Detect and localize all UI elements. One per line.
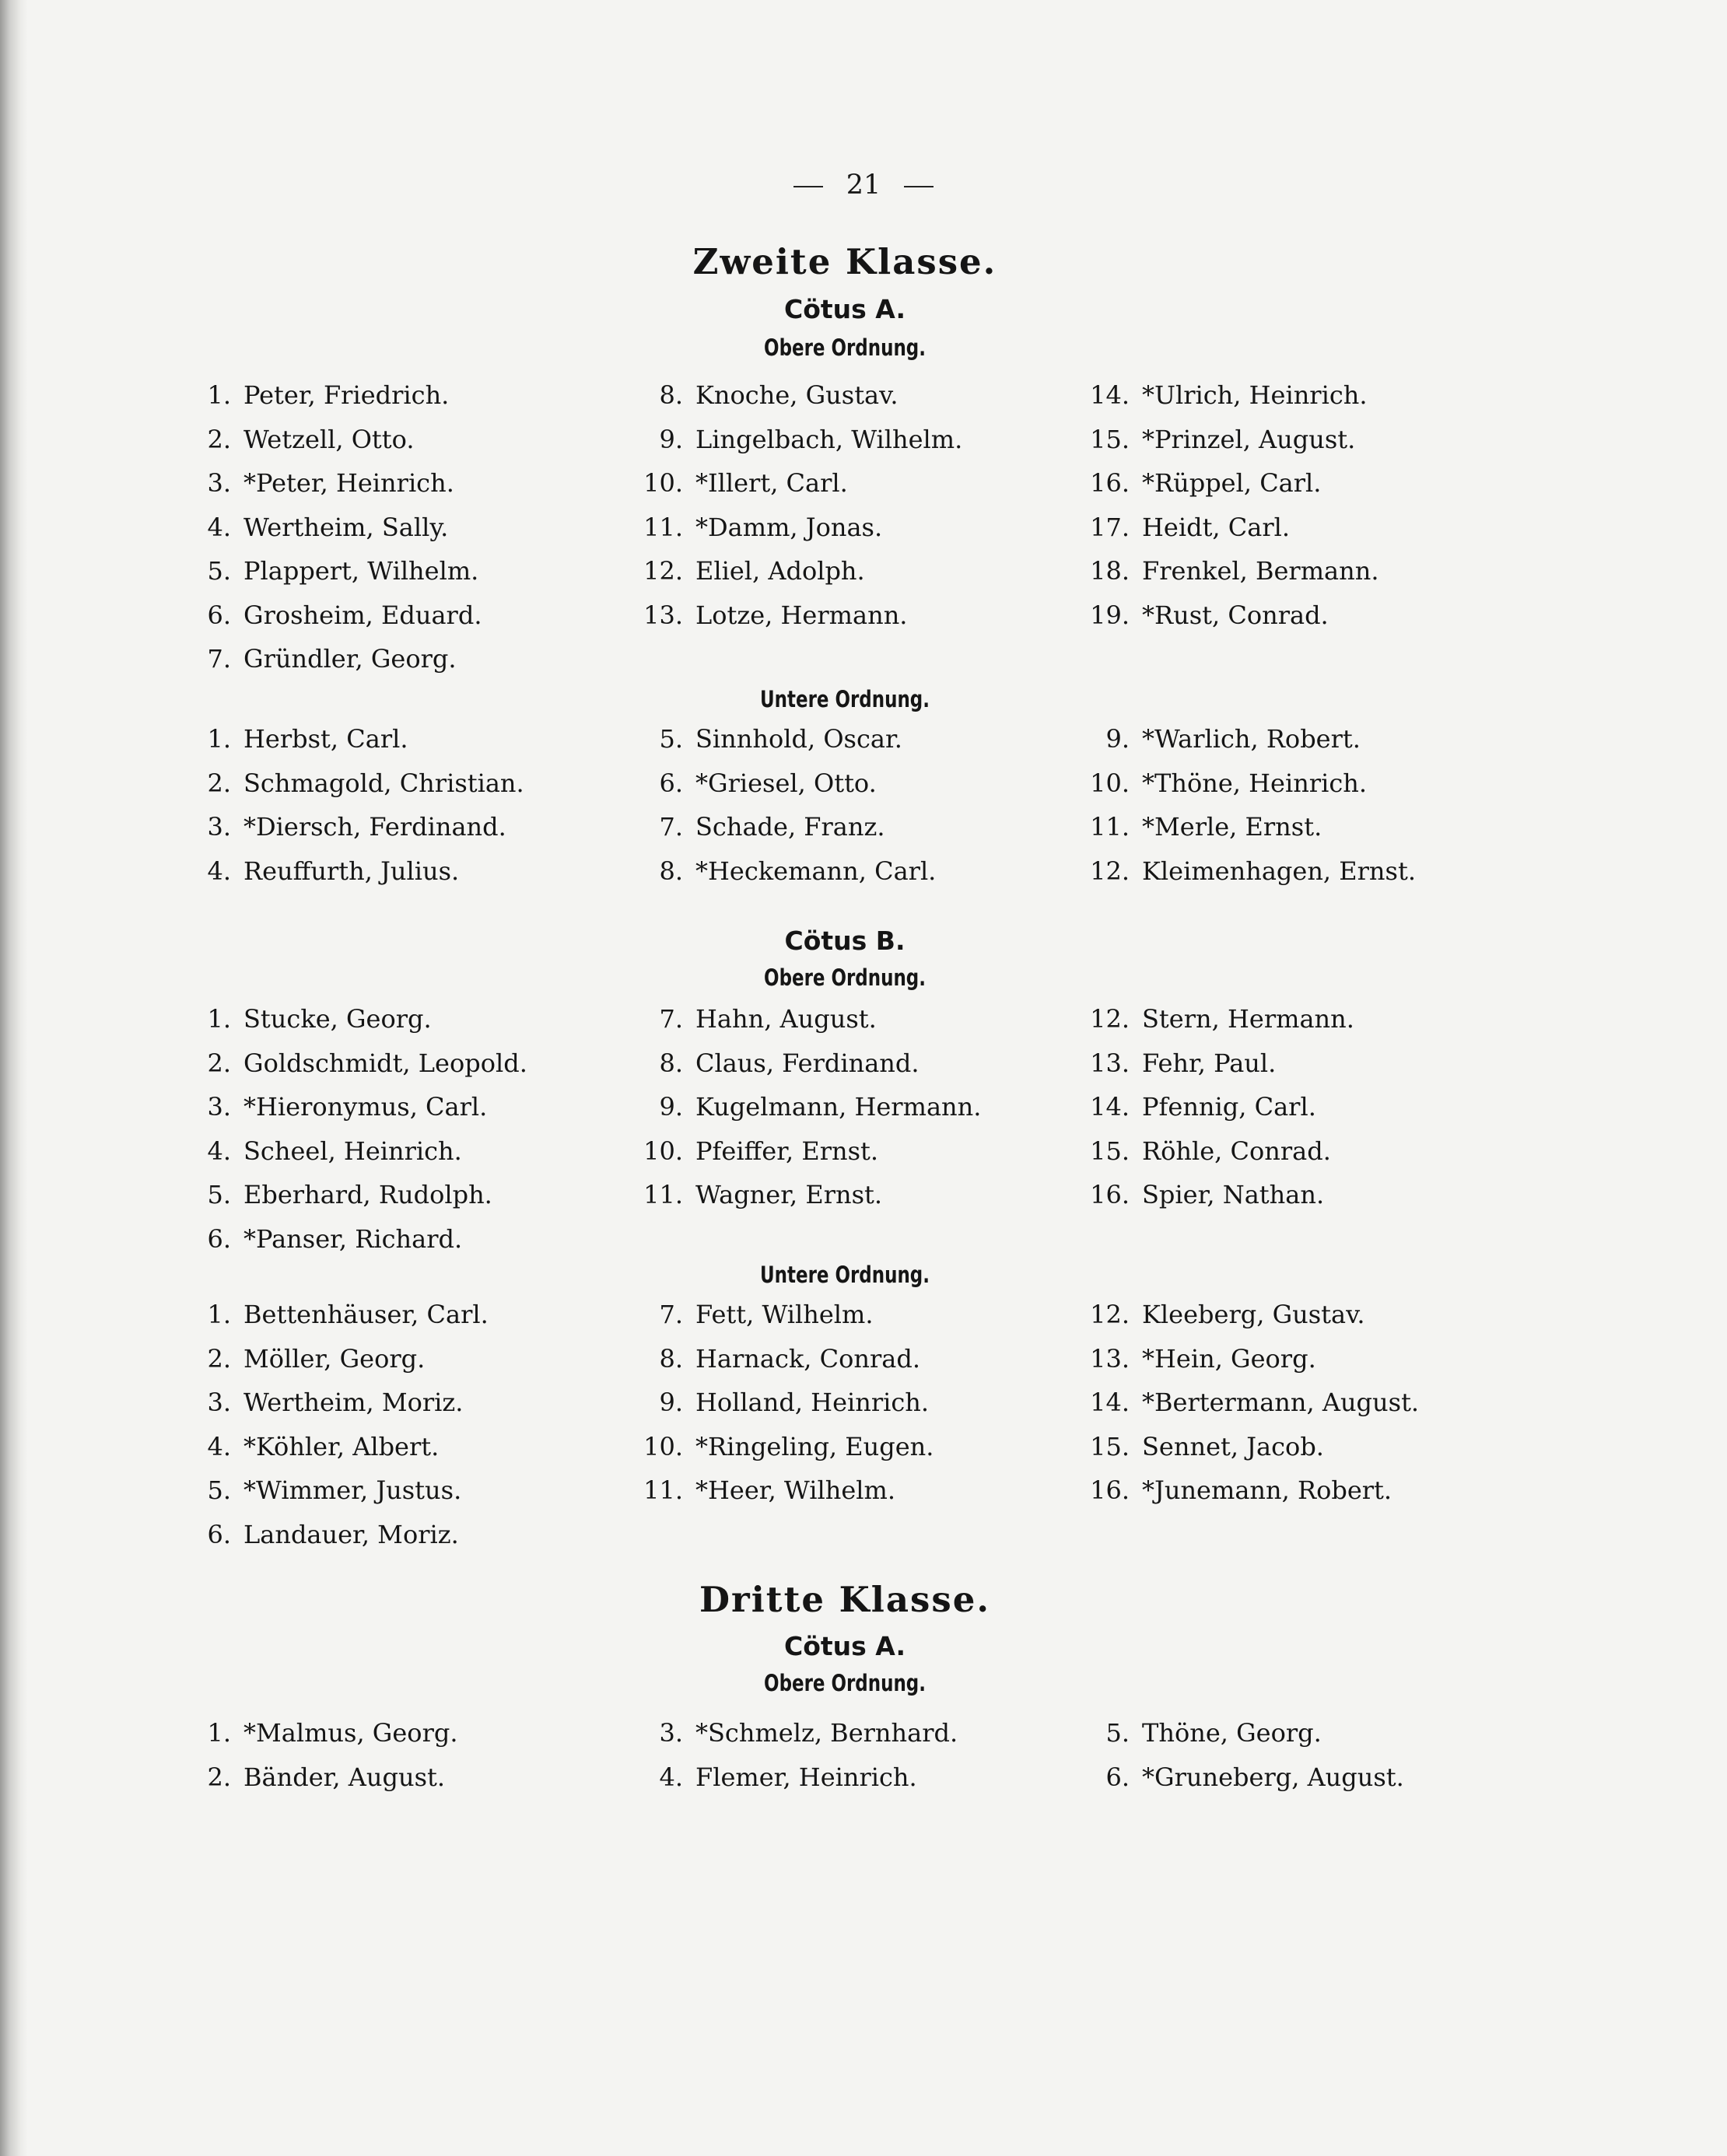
student-entry: [183, 1381, 618, 1425]
student-name: Heidt, Carl.: [1142, 512, 1291, 542]
student-entry: [1081, 506, 1517, 550]
student-name: *Ringeling, Eugen.: [695, 1431, 934, 1461]
student-entry: [635, 373, 1070, 418]
student-number: 3.: [207, 468, 231, 498]
student-number: 5.: [1105, 1718, 1130, 1748]
student-number: 17.: [1090, 512, 1130, 542]
student-entry: [1081, 1755, 1517, 1800]
student-entry: [1081, 997, 1517, 1041]
student-entry: [183, 761, 618, 806]
student-name: *Köhler, Albert.: [243, 1431, 440, 1461]
student-column: [183, 1711, 618, 1799]
student-name: *Prinzel, August.: [1142, 424, 1356, 454]
student-number: 3.: [207, 812, 231, 842]
student-name: Schade, Franz.: [695, 812, 885, 842]
student-number: 13.: [1090, 1048, 1130, 1078]
order-label-zweite-b-untere: Untere Ordnung.: [760, 1262, 930, 1288]
student-name: *Peter, Heinrich.: [243, 468, 454, 498]
student-entry: [635, 1173, 1070, 1217]
student-name: *Rust, Conrad.: [1142, 600, 1329, 630]
student-name: Wertheim, Moriz.: [243, 1388, 464, 1417]
student-name: Lotze, Hermann.: [695, 600, 908, 630]
student-entry: [635, 717, 1070, 761]
student-name: *Thöne, Heinrich.: [1142, 768, 1368, 798]
student-number: 6.: [207, 600, 231, 630]
student-name: Wetzell, Otto.: [243, 424, 415, 454]
student-name: Reuffurth, Julius.: [243, 856, 460, 886]
student-number: 9.: [659, 1092, 683, 1122]
student-entry: [635, 461, 1070, 506]
student-number: 13.: [1090, 1343, 1130, 1374]
student-entry: [183, 1711, 618, 1755]
student-entry: [183, 1468, 618, 1513]
student-column: [635, 373, 1070, 637]
student-column: [1081, 373, 1517, 637]
student-number: 3.: [207, 1388, 231, 1417]
student-entry: [1081, 418, 1517, 462]
student-entry: [635, 1085, 1070, 1129]
student-number: 9.: [659, 1388, 683, 1417]
student-column: [635, 997, 1070, 1217]
student-column: [635, 717, 1070, 893]
student-entry: [1081, 717, 1517, 761]
student-name: Fett, Wilhelm.: [695, 1300, 874, 1329]
student-entry: [183, 1129, 618, 1174]
student-name: Thöne, Georg.: [1142, 1718, 1322, 1748]
student-number: 14.: [1090, 1388, 1130, 1417]
student-name: Harnack, Conrad.: [695, 1343, 921, 1374]
student-name: *Wimmer, Justus.: [243, 1475, 462, 1505]
student-entry: [635, 1293, 1070, 1337]
student-name: Wagner, Ernst.: [695, 1180, 883, 1209]
student-number: 12.: [643, 556, 683, 586]
student-name: Bettenhäuser, Carl.: [243, 1300, 489, 1329]
student-number: 4.: [207, 1431, 231, 1461]
student-number: 4.: [659, 1762, 683, 1792]
student-column: [635, 1711, 1070, 1799]
page-number-dash-left: [793, 186, 823, 187]
student-number: 7.: [659, 1004, 683, 1034]
student-entry: [1081, 461, 1517, 506]
student-number: 1.: [207, 1718, 231, 1748]
coetus-label-zweite-a: Cötus A.: [784, 294, 906, 324]
student-number: 10.: [643, 1136, 683, 1166]
student-entry: [635, 1381, 1070, 1425]
student-entry: [635, 849, 1070, 894]
student-column: [183, 997, 618, 1261]
student-number: 8.: [659, 380, 683, 410]
student-number: 19.: [1090, 600, 1130, 630]
student-entry: [1081, 1293, 1517, 1337]
student-name: *Warlich, Robert.: [1142, 724, 1361, 754]
student-entry: [635, 761, 1070, 806]
student-number: 14.: [1090, 380, 1130, 410]
student-name: Kleeberg, Gustav.: [1142, 1300, 1365, 1329]
student-entry: [1081, 761, 1517, 806]
student-number: 12.: [1090, 1300, 1130, 1329]
student-name: Plappert, Wilhelm.: [243, 556, 479, 586]
student-entry: [635, 997, 1070, 1041]
student-number: 8.: [659, 856, 683, 886]
student-name: Eberhard, Rudolph.: [243, 1180, 492, 1209]
student-entry: [183, 717, 618, 761]
page-number-dash-right: [904, 186, 934, 187]
student-number: 16.: [1090, 1180, 1130, 1209]
student-number: 2.: [207, 1343, 231, 1374]
student-number: 16.: [1090, 1475, 1130, 1505]
student-name: Sinnhold, Oscar.: [695, 724, 902, 754]
student-number: 9.: [1105, 724, 1130, 754]
student-entry: [1081, 1173, 1517, 1217]
student-name: *Schmelz, Bernhard.: [695, 1718, 958, 1748]
student-name: Gründler, Georg.: [243, 644, 457, 674]
student-entry: [1081, 593, 1517, 638]
student-entry: [635, 593, 1070, 638]
student-name: Hahn, August.: [695, 1004, 877, 1034]
student-name: *Hieronymus, Carl.: [243, 1092, 488, 1122]
student-entry: [1081, 1468, 1517, 1513]
coetus-label-zweite-b: Cötus B.: [784, 926, 906, 956]
student-entry: [183, 593, 618, 638]
student-number: 1.: [207, 1300, 231, 1329]
order-label-zweite-b-obere: Obere Ordnung.: [764, 964, 926, 991]
student-number: 2.: [207, 768, 231, 798]
student-name: Pfeiffer, Ernst.: [695, 1136, 879, 1166]
student-name: *Illert, Carl.: [695, 468, 848, 498]
student-entry: [1081, 1425, 1517, 1469]
student-name: *Rüppel, Carl.: [1142, 468, 1322, 498]
student-entry: [1081, 1337, 1517, 1381]
student-number: 1.: [207, 1004, 231, 1034]
student-name: Landauer, Moriz.: [243, 1519, 459, 1549]
student-number: 9.: [659, 424, 683, 454]
student-name: Stern, Hermann.: [1142, 1004, 1354, 1034]
student-name: Frenkel, Bermann.: [1142, 556, 1379, 586]
order-label-dritte-a-obere: Obere Ordnung.: [764, 1670, 926, 1696]
student-entry: [635, 1425, 1070, 1469]
student-number: 5.: [207, 556, 231, 586]
student-name: *Heer, Wilhelm.: [695, 1475, 895, 1505]
student-entry: [183, 1425, 618, 1469]
student-number: 3.: [207, 1092, 231, 1122]
student-number: 15.: [1090, 1431, 1130, 1461]
order-label-zweite-a-untere: Untere Ordnung.: [760, 686, 930, 712]
student-entry: [183, 637, 618, 681]
student-number: 5.: [207, 1475, 231, 1505]
student-entry: [183, 1513, 618, 1557]
student-entry: [1081, 805, 1517, 849]
student-entry: [635, 1711, 1070, 1755]
coetus-label-dritte-a: Cötus A.: [784, 1631, 906, 1661]
student-number: 5.: [659, 724, 683, 754]
student-column: [1081, 1711, 1517, 1799]
student-entry: [635, 805, 1070, 849]
student-name: Knoche, Gustav.: [695, 380, 899, 410]
student-name: Bänder, August.: [243, 1762, 446, 1792]
student-number: 10.: [643, 1431, 683, 1461]
student-number: 3.: [659, 1718, 683, 1748]
student-entry: [635, 1129, 1070, 1174]
student-entry: [183, 506, 618, 550]
student-entry: [1081, 1041, 1517, 1086]
student-number: 2.: [207, 424, 231, 454]
student-name: Sennet, Jacob.: [1142, 1431, 1324, 1461]
student-entry: [183, 549, 618, 593]
student-number: 7.: [207, 644, 231, 674]
student-name: Herbst, Carl.: [243, 724, 408, 754]
student-name: Goldschmidt, Leopold.: [243, 1048, 527, 1078]
student-number: 4.: [207, 1136, 231, 1166]
student-column: [1081, 997, 1517, 1217]
student-name: Peter, Friedrich.: [243, 380, 450, 410]
order-label-zweite-a-obere: Obere Ordnung.: [764, 334, 926, 361]
student-entry: [635, 1468, 1070, 1513]
student-number: 6.: [207, 1223, 231, 1254]
student-name: Stucke, Georg.: [243, 1004, 432, 1034]
student-number: 16.: [1090, 468, 1130, 498]
student-entry: [1081, 373, 1517, 418]
student-entry: [635, 1755, 1070, 1800]
student-entry: [183, 1173, 618, 1217]
student-entry: [1081, 549, 1517, 593]
student-number: 18.: [1090, 556, 1130, 586]
student-name: Lingelbach, Wilhelm.: [695, 424, 963, 454]
student-name: *Griesel, Otto.: [695, 768, 877, 798]
student-number: 8.: [659, 1048, 683, 1078]
student-entry: [183, 1085, 618, 1129]
student-number: 11.: [643, 1180, 683, 1209]
student-entry: [1081, 849, 1517, 894]
student-name: Kugelmann, Hermann.: [695, 1092, 982, 1122]
student-entry: [183, 1293, 618, 1337]
student-number: 8.: [659, 1343, 683, 1374]
student-column: [635, 1293, 1070, 1513]
student-number: 12.: [1090, 856, 1130, 886]
student-number: 7.: [659, 1300, 683, 1329]
student-entry: [635, 1041, 1070, 1086]
student-entry: [183, 849, 618, 894]
student-name: Fehr, Paul.: [1142, 1048, 1277, 1078]
student-column: [1081, 717, 1517, 893]
class-title-zweite: Zweite Klasse.: [692, 241, 997, 282]
student-entry: [183, 1337, 618, 1381]
student-number: 1.: [207, 380, 231, 410]
student-name: Grosheim, Eduard.: [243, 600, 482, 630]
student-entry: [183, 373, 618, 418]
student-number: 1.: [207, 724, 231, 754]
student-entry: [183, 997, 618, 1041]
student-entry: [183, 1041, 618, 1086]
student-entry: [183, 1755, 618, 1800]
page-number-value: 21: [846, 170, 881, 201]
student-entry: [635, 1337, 1070, 1381]
student-name: *Merle, Ernst.: [1142, 812, 1322, 842]
student-column: [1081, 1293, 1517, 1513]
student-name: *Malmus, Georg.: [243, 1718, 458, 1748]
student-name: *Damm, Jonas.: [695, 512, 883, 542]
student-number: 5.: [207, 1180, 231, 1209]
student-number: 15.: [1090, 424, 1130, 454]
student-number: 12.: [1090, 1004, 1130, 1034]
student-name: *Diersch, Ferdinand.: [243, 812, 506, 842]
student-entry: [183, 418, 618, 462]
student-name: *Hein, Georg.: [1142, 1343, 1316, 1374]
student-name: *Panser, Richard.: [243, 1223, 463, 1254]
student-name: Eliel, Adolph.: [695, 556, 865, 586]
student-entry: [1081, 1381, 1517, 1425]
student-name: Kleimenhagen, Ernst.: [1142, 856, 1416, 886]
student-name: *Gruneberg, August.: [1142, 1762, 1404, 1792]
student-name: Pfennig, Carl.: [1142, 1092, 1316, 1122]
student-name: Spier, Nathan.: [1142, 1180, 1325, 1209]
student-entry: [635, 506, 1070, 550]
student-number: 4.: [207, 856, 231, 886]
student-name: *Ulrich, Heinrich.: [1142, 380, 1368, 410]
student-number: 15.: [1090, 1136, 1130, 1166]
student-entry: [635, 549, 1070, 593]
class-title-dritte: Dritte Klasse.: [699, 1579, 991, 1620]
student-number: 11.: [643, 1475, 683, 1505]
student-number: 14.: [1090, 1092, 1130, 1122]
student-number: 2.: [207, 1762, 231, 1792]
student-number: 6.: [207, 1519, 231, 1549]
student-number: 11.: [643, 512, 683, 542]
student-name: Wertheim, Sally.: [243, 512, 449, 542]
student-name: Flemer, Heinrich.: [695, 1762, 917, 1792]
student-number: 13.: [643, 600, 683, 630]
student-number: 7.: [659, 812, 683, 842]
student-name: Röhle, Conrad.: [1142, 1136, 1331, 1166]
student-column: [183, 373, 618, 681]
student-name: Schmagold, Christian.: [243, 768, 524, 798]
student-entry: [183, 1217, 618, 1262]
student-number: 10.: [1090, 768, 1130, 798]
student-number: 10.: [643, 468, 683, 498]
student-name: Holland, Heinrich.: [695, 1388, 930, 1417]
student-name: *Junemann, Robert.: [1142, 1475, 1392, 1505]
student-name: Möller, Georg.: [243, 1343, 426, 1374]
student-name: Claus, Ferdinand.: [695, 1048, 920, 1078]
page-number: [0, 170, 1727, 201]
student-number: 4.: [207, 512, 231, 542]
student-number: 6.: [1105, 1762, 1130, 1792]
student-name: *Bertermann, August.: [1142, 1388, 1420, 1417]
student-entry: [635, 418, 1070, 462]
student-number: 2.: [207, 1048, 231, 1078]
student-name: Scheel, Heinrich.: [243, 1136, 462, 1166]
student-column: [183, 717, 618, 893]
student-name: *Heckemann, Carl.: [695, 856, 937, 886]
student-entry: [183, 461, 618, 506]
student-entry: [1081, 1711, 1517, 1755]
student-entry: [1081, 1085, 1517, 1129]
student-number: 6.: [659, 768, 683, 798]
student-entry: [183, 805, 618, 849]
student-column: [183, 1293, 618, 1556]
student-number: 11.: [1090, 812, 1130, 842]
student-entry: [1081, 1129, 1517, 1174]
